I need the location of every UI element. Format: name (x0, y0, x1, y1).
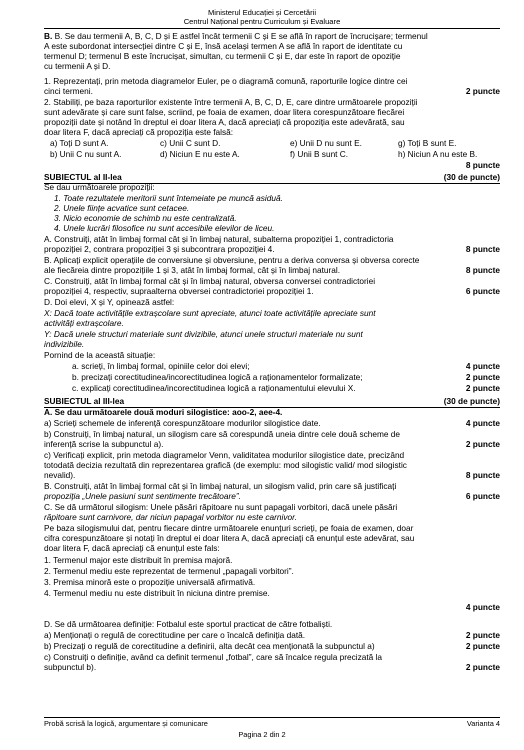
center-name: Centrul Național pentru Curriculum și Evaluare (183, 17, 341, 26)
s2-a-line-1: A. Construiți, atât în limbaj formal cât și în limbaj natural, subalterna propoziției 1, contradictoria (44, 234, 394, 244)
s3-c-intro-1: Pe baza silogismului dat, pentru fiecare dintre următoarele enunțuri scrieți, pe foaia de examen, doar (44, 523, 414, 533)
s3-c-item-1: 1. Termenul major este distribuit în premisa majoră. (44, 555, 233, 565)
s3-d2-points: 2 puncte (465, 641, 500, 651)
option-a: a) Toți D sunt A. (50, 138, 109, 148)
s2-task-a: a. scrieți, în limbaj formal, opiniile celor doi elevi; (72, 361, 250, 371)
subject3-title: SUBIECTUL al III-lea (44, 396, 125, 406)
s3-a2-line-2: inferență scrise la subpunctul a). (44, 439, 164, 449)
s2-a-points: 8 puncte (465, 244, 500, 254)
s3-c-line-1: C. Se dă următorul silogism: Unele păsări răpitoare nu sunt papagali vorbitori, dacă unele păsări (44, 502, 398, 512)
s2-b-line-2: ale fiecăreia dintre propozițiile 1 și 3, atât în limbaj formal, cât și în limbaj natural. (44, 265, 341, 275)
proposition-3: 3. Nicio economie de schimb nu este centralizată. (54, 213, 237, 223)
footer-title: Probă scrisă la logică, argumentare și comunicare (44, 719, 208, 728)
s3-d3-line-2: subpunctul b). (44, 662, 97, 672)
proposition-2: 2. Unele ființe acvatice sunt cetacee. (54, 203, 190, 213)
student-y-line-1: Y: Dacă unele structuri materiale sunt divizibile, atunci unele structuri materiale nu sunt (44, 329, 363, 339)
s3-c-item-3: 3. Premisa minoră este o propoziție universală afirmativă. (44, 577, 256, 587)
s3-d3-points: 2 puncte (465, 662, 500, 672)
b-intro-text-1: B. Se dau termenii A, B, C, D și E astfel încât termenii C și E se află în raport de încrucișare; termenul (54, 31, 428, 41)
s2-task-b: b. precizați corectitudinea/incorectitudinea logică a raționamentelor formalizate; (72, 372, 363, 382)
s2-c-line-1: C. Construiți, atât în limbaj formal cât și în limbaj natural, obversa conversei contradictoriei (44, 276, 376, 286)
s3-c-intro-2: cifra corespunzătoare și notați în dreptul ei doar litera A, dacă apreciați că enunțul este adevărat, sau (44, 533, 415, 543)
b-intro-line-4: cu termenii A și D. (44, 61, 111, 71)
footer-variant: Varianta 4 (466, 719, 500, 728)
b-item2-points: 8 puncte (465, 160, 500, 170)
option-f: f) Unii B sunt C. (290, 149, 349, 159)
s2-pornind: Pornind de la această situație: (44, 350, 156, 360)
ministry-name: Ministerul Educației și Cercetării (207, 8, 317, 17)
b-item2-line-4: doar litera F, dacă apreciați că propoziția este falsă: (44, 127, 234, 137)
option-e: e) Unii D nu sunt E. (290, 138, 362, 148)
student-y-line-2: indivizibile. (44, 339, 85, 349)
s3-c-item-2: 2. Termenul mediu este reprezentat de termenul „papagali vorbitori”. (44, 566, 294, 576)
proposition-4: 4. Unele lucrări filosofice nu sunt accesibile elevilor de liceu. (54, 223, 275, 233)
b-item1-line-2: cinci termeni. (44, 86, 93, 96)
b-item2-line-2: sunt adevărate și care sunt false, scriind, pe foaia de examen, doar litera corespunzătoare fiecărei (44, 107, 405, 117)
s3-a2-points: 2 puncte (465, 439, 500, 449)
b-intro-line-1: B. B. Se dau termenii A, B, C, D și E astfel încât termenii C și E se află în raport de încrucișare; termenul (44, 31, 428, 41)
s2-c-points: 6 puncte (465, 286, 500, 296)
s3-d1: a) Menționați o regulă de corectitudine per care o încalcă definiția dată. (44, 630, 306, 640)
b-item1-line-1: 1. Reprezentați, prin metoda diagramelor Euler, pe o diagramă comună, raporturile logice dintre cei (44, 76, 408, 86)
s3-a3-line-1: c) Verificați explicit, prin metoda diagramelor Venn, validitatea modurilor silogistice date, precizând (44, 450, 405, 460)
s3-c-item-4: 4. Termenul mediu nu este distribuit în niciuna dintre premise. (44, 588, 270, 598)
b-intro-line-3: termenul D; termenul B este încrucișat, simultan, cu termenii C și E, dar este în raport de opoziție (44, 51, 401, 61)
b-item2-line-3: propoziții date și notând în dreptul ei doar litera A, dacă apreciați că propoziția este adevărată, sau (44, 117, 405, 127)
footer-divider (44, 717, 500, 718)
s3-a3-line-2: totodată decizia rezultată din reprezentarea grafică (de exemplu: mod silogistic valid/ mod silogistic (44, 460, 407, 470)
s3-c-points: 4 puncte (465, 602, 500, 612)
s3-b-points: 6 puncte (465, 491, 500, 501)
s2-task-a-points: 4 puncte (465, 361, 500, 371)
header-divider (44, 28, 500, 29)
b-item2-line-1: 2. Stabiliți, pe baza raporturilor existente între termenii A, B, C, D, E, care dintre următoarele propoziții (44, 97, 418, 107)
s3-d2: b) Precizați o regulă de corectitudine a definirii, alta decât cea menționată la subpunctul a) (44, 641, 375, 651)
s2-task-b-points: 2 puncte (465, 372, 500, 382)
b-intro-line-2: A este subordonat intersecției dintre C și E, însă același termen A se află în raport de identitate cu (44, 41, 403, 51)
b-item1-points: 2 puncte (465, 86, 500, 96)
footer-page-number: Pagina 2 din 2 (238, 730, 286, 739)
subject2-points: (30 de puncte) (443, 172, 500, 182)
option-d: d) Niciun E nu este A. (160, 149, 240, 159)
s3-c-intro-3: doar litera F, dacă apreciați că enunțul este fals: (44, 543, 220, 553)
s2-b-line-1: B. Aplicați explicit operațiile de conversiune și obversiune, pentru a deriva conversa și obversa corecte (44, 255, 420, 265)
s3-c-line-2: răpitoare sunt carnivore, dar niciun papagal vorbitor nu este carnivor. (44, 512, 297, 522)
option-h: h) Niciun A nu este B. (398, 149, 478, 159)
s3-a-intro: A. Se dau următoarele două moduri silogistice: aoo-2, aee-4. (44, 407, 283, 417)
s3-a3-line-3: nevalid). (44, 470, 76, 480)
s2-d-line: D. Doi elevi, X și Y, opinează astfel: (44, 297, 175, 307)
s3-d-intro: D. Se dă următoarea definiție: Fotbalul este sportul practicat de către fotbaliști. (44, 619, 333, 629)
s2-b-points: 8 puncte (465, 265, 500, 275)
s3-a1-points: 4 puncte (465, 418, 500, 428)
s3-b-line-1: B. Construiți, atât în limbaj formal cât și în limbaj natural, un silogism valid, prin care să justificați (44, 481, 397, 491)
subject3-points: (30 de puncte) (443, 396, 500, 406)
s3-d3-line-1: c) Construiți o definiție, având ca definit termenul „fotbal”, care să încalce regula precizată la (44, 652, 383, 662)
student-x-line-1: X: Dacă toate activitățile extrașcolare sunt apreciate, atunci toate activitățile apreciate sunt (44, 308, 376, 318)
s2-task-c-points: 2 puncte (465, 383, 500, 393)
option-b: b) Unii C nu sunt A. (50, 149, 122, 159)
s3-d1-points: 2 puncte (465, 630, 500, 640)
option-g: g) Toți B sunt E. (398, 138, 457, 148)
s2-task-c: c. explicați corectitudinea/incorectitudinea logică a raționamentului elevului X. (72, 383, 356, 393)
student-x-line-2: activități extrașcolare. (44, 318, 124, 328)
proposition-1: 1. Toate rezultatele meritorii sunt întemeiate pe muncă asiduă. (54, 193, 283, 203)
s2-a-line-2: propoziției 2, contrara propoziției 3 și subcontrara propoziției 4. (44, 244, 275, 254)
s3-a1: a) Scrieți schemele de inferență corespunzătoare modurilor silogistice date. (44, 418, 321, 428)
option-c: c) Unii C sunt D. (160, 138, 221, 148)
s3-a3-points: 8 puncte (465, 470, 500, 480)
s3-a2-line-1: b) Construiți, în limbaj natural, un silogism care să corespundă uneia dintre cele două scheme de (44, 429, 401, 439)
subject2-intro: Se dau următoarele propoziții: (44, 182, 155, 192)
s3-b-line-2: propoziția „Unele pasiuni sunt sentimente trecătoare”. (44, 491, 241, 501)
subject2-title: SUBIECTUL al II-lea (44, 172, 122, 182)
s2-c-line-2: propoziției 4, respectiv, supraalterna obversei contradictoriei propoziției 1. (44, 286, 314, 296)
